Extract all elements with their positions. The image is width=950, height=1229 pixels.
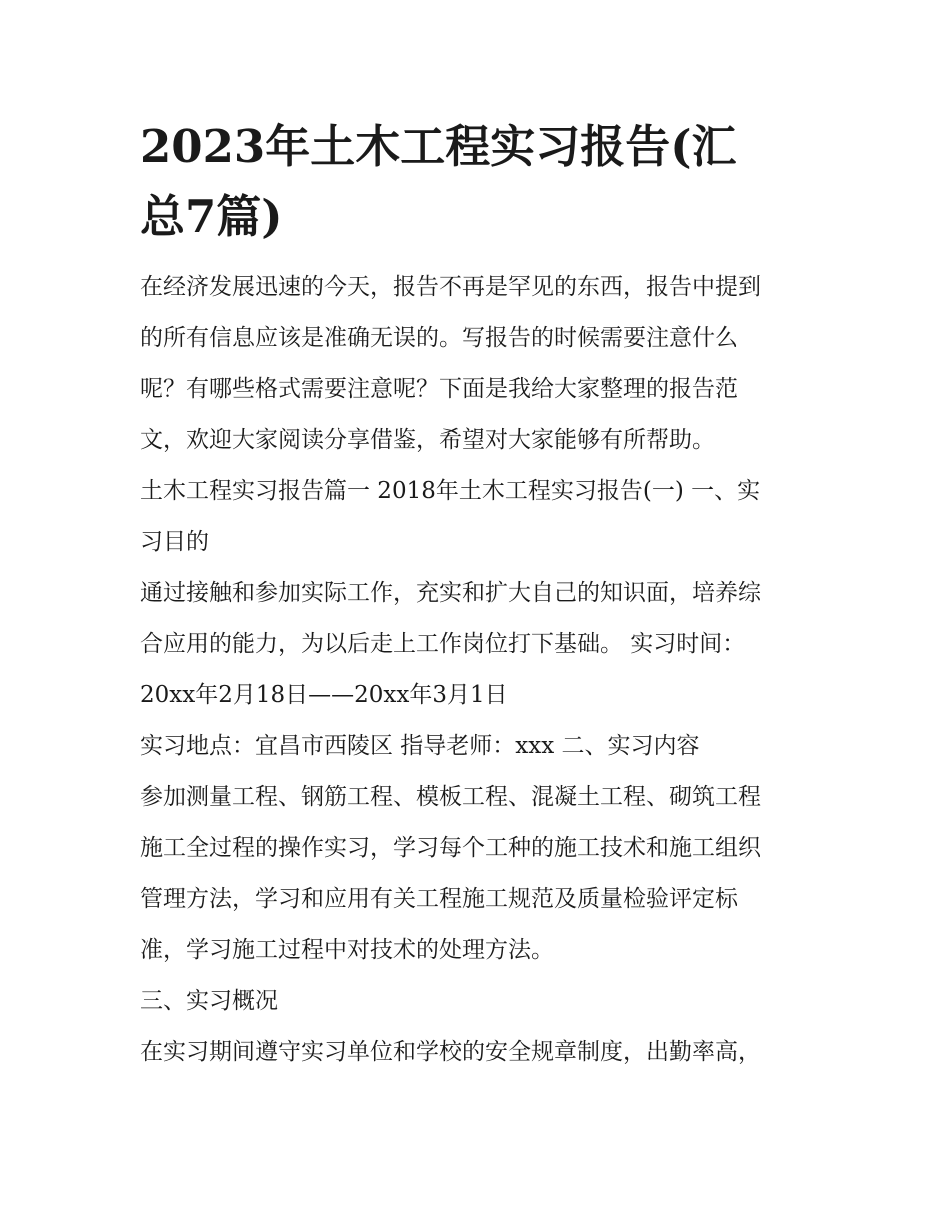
paragraph-line: 施工全过程的操作实习，学习每个工种的施工技术和施工组织	[140, 835, 761, 861]
paragraph-line: 三、实习概况	[140, 988, 278, 1014]
paragraph-line: 文，欢迎大家阅读分享借鉴，希望对大家能够有所帮助。	[140, 427, 715, 453]
paragraph-line: 合应用的能力，为以后走上工作岗位打下基础。 实习时间：	[140, 631, 746, 657]
paragraph-line: 实习地点：宜昌市西陵区 指导老师：xxx 二、实习内容	[140, 733, 700, 759]
document-title	[140, 112, 820, 252]
paragraph-line: 习目的	[140, 529, 209, 555]
paragraph-line: 的所有信息应该是准确无误的。写报告的时候需要注意什么	[140, 325, 738, 351]
paragraph-overview	[140, 1027, 820, 1078]
title-line: 2023年土木工程实习报告(汇	[140, 120, 737, 173]
paragraph-line: 20xx年2月18日——20xx年3月1日	[140, 682, 508, 708]
paragraph-line: 在实习期间遵守实习单位和学校的安全规章制度，出勤率高，	[140, 1039, 761, 1065]
paragraph-location	[140, 721, 820, 772]
paragraph-purpose	[140, 568, 820, 721]
paragraph-line: 在经济发展迅速的今天，报告不再是罕见的东西，报告中提到	[140, 274, 761, 300]
paragraph-line: 管理方法，学习和应用有关工程施工规范及质量检验评定标	[140, 886, 738, 912]
paragraph-content	[140, 772, 820, 976]
paragraph-line: 准，学习施工过程中对技术的处理方法。	[140, 937, 554, 963]
paragraph-line: 土木工程实习报告篇一 2018年土木工程实习报告(一) 一、实	[140, 478, 761, 504]
paragraph-intro	[140, 262, 820, 466]
title-line: 总7篇)	[140, 190, 283, 243]
paragraph-line: 通过接触和参加实际工作，充实和扩大自己的知识面，培养综	[140, 580, 761, 606]
paragraph-line: 参加测量工程、钢筋工程、模板工程、混凝土工程、砌筑工程	[140, 784, 761, 810]
paragraph-line: 呢？有哪些格式需要注意呢？下面是我给大家整理的报告范	[140, 376, 738, 402]
paragraph-section-heading	[140, 466, 820, 568]
paragraph-overview-heading	[140, 976, 820, 1027]
document-page	[140, 112, 820, 1078]
